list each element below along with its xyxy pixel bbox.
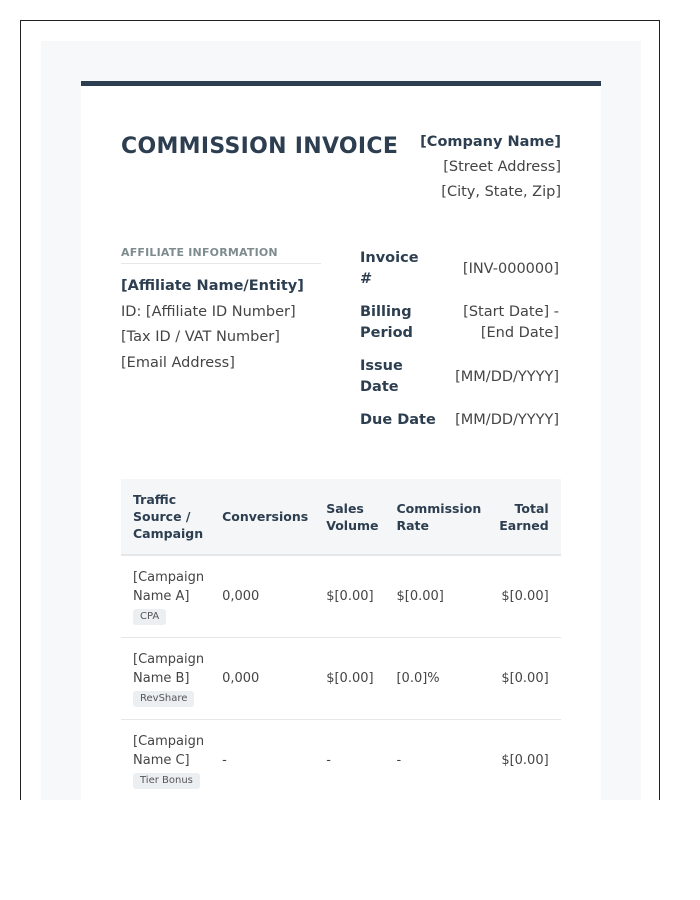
campaign-name: [Campaign Name B] [133,652,205,686]
total-earned-cell: $[0.00] [487,555,560,638]
commission-rate-cell: $[0.00] [384,555,487,638]
affiliate-id: ID: [Affiliate ID Number] [121,303,296,320]
conversions-cell: 0,000 [210,638,314,720]
campaign-type-badge: CPA [133,609,166,625]
campaign-name: [Campaign Name A] [133,570,205,604]
affiliate-email: [Email Address] [121,354,235,371]
campaign-cell [121,555,210,638]
meta-label: Invoice # [360,250,419,287]
sales-volume-cell: - [314,720,384,801]
meta-row-issue-date [360,356,559,398]
column-header: Traffic Source / Campaign [121,479,210,555]
table-row [121,638,561,720]
meta-value: [INV-000000] [462,260,559,277]
meta-row-due-date [360,410,559,431]
affiliate-name: [Affiliate Name/Entity] [121,278,304,294]
conversions-cell: - [210,720,314,801]
affiliate-info [121,246,321,376]
sales-volume-cell: $[0.00] [314,638,384,720]
meta-label: Due Date [360,412,436,428]
column-header: Total Earned [487,479,560,555]
total-earned-cell: $[0.00] [487,638,560,720]
conversions-cell: 0,000 [210,555,314,638]
company-city: [City, State, Zip] [441,184,561,200]
campaign-type-badge: Tier Bonus [133,773,200,789]
meta-label: Issue Date [360,358,403,395]
campaign-name: [Campaign Name C] [133,734,205,768]
table-row [121,720,561,801]
total-earned-cell: $[0.00] [487,720,560,801]
document-canvas [41,41,641,800]
affiliate-section-label: AFFILIATE INFORMATION [121,246,321,264]
document-frame [20,20,660,800]
sales-volume-cell: $[0.00] [314,555,384,638]
meta-label: Billing Period [360,304,413,341]
meta-row-billing-period [360,302,559,344]
campaign-type-badge: RevShare [133,691,194,707]
company-street: [Street Address] [443,159,561,175]
invoice-title: COMMISSION INVOICE [121,134,399,159]
table-header-row [121,479,561,555]
meta-row-invoice-number [360,248,559,290]
meta-value: [Start Date] - [End Date] [463,304,559,341]
column-header: Commission Rate [384,479,487,555]
column-header: Conversions [210,479,314,555]
campaign-cell [121,720,210,801]
meta-value: [MM/DD/YYYY] [455,412,559,428]
commission-table [121,479,561,800]
affiliate-tax-id: [Tax ID / VAT Number] [121,329,280,345]
column-header: Sales Volume [314,479,384,555]
meta-value: [MM/DD/YYYY] [455,368,559,385]
company-block [420,130,561,205]
company-name: [Company Name] [420,134,561,150]
commission-rate-cell: - [384,720,487,801]
commission-rate-cell: [0.0]% [384,638,487,720]
campaign-cell [121,638,210,720]
invoice-sheet [81,81,601,800]
invoice-meta [360,248,559,443]
table-row [121,555,561,638]
